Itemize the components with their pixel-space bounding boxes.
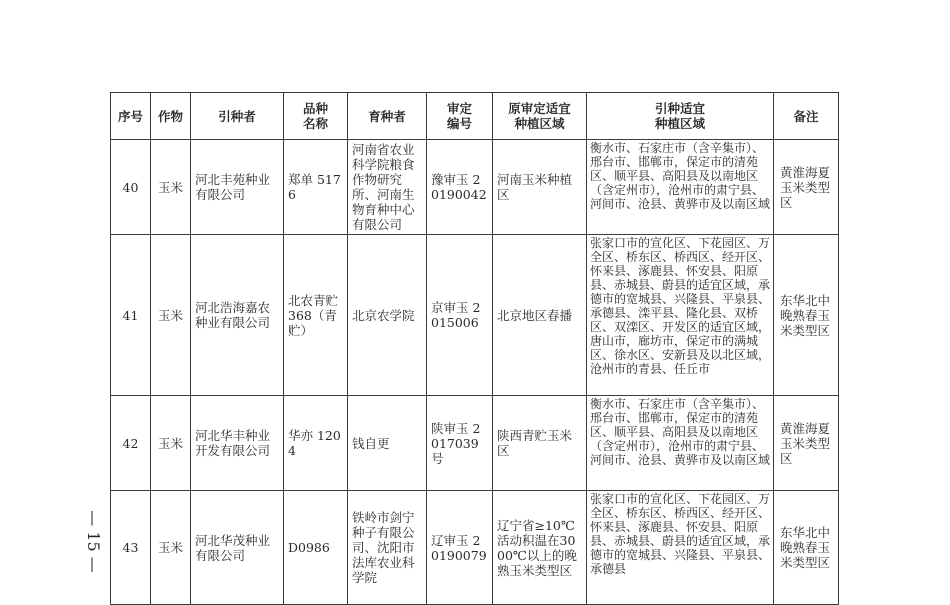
cell-approval: 京审玉 2015006 — [427, 235, 493, 396]
table-row — [111, 140, 839, 235]
cell-crop: 玉米 — [151, 396, 191, 491]
cell-approval: 陕审玉 2017039 号 — [427, 396, 493, 491]
cell-orig-region: 辽宁省≥10℃活动积温在3000℃以上的晚熟玉米类型区 — [493, 491, 587, 605]
cell-introducer: 河北华丰种业开发有限公司 — [191, 396, 284, 491]
cell-introducer: 河北华茂种业有限公司 — [191, 491, 284, 605]
cell-intro-region-text: 张家口市的宣化区、下花园区、万全区、桥东区、桥西区、经开区、怀来县、涿鹿县、怀安县、阳原县、赤城县、蔚县的适宜区域，承德市的宽城县、兴隆县、平泉县、承德县 — [590, 492, 770, 576]
cell-orig-region: 河南玉米种植区 — [493, 140, 587, 235]
cell-intro-region: 衡水市、石家庄市（含辛集市）、邢台市、邯郸市，保定市的清苑区、顺平县、高阳县及以南地区（含定州市），沧州市的肃宁县、河间市、沧县、黄骅市及以南区域 — [587, 396, 774, 491]
header-intro-region: 引种适宜 种植区域 — [587, 93, 774, 140]
header-orig-region: 原审定适宜 种植区域 — [493, 93, 587, 140]
cell-orig-region: 陕西青贮玉米区 — [493, 396, 587, 491]
table-row — [111, 396, 839, 491]
cell-index: 42 — [111, 396, 151, 491]
cell-breeder: 北京农学院 — [348, 235, 427, 396]
header-note: 备注 — [774, 93, 839, 140]
cell-variety: 华亦 1204 — [284, 396, 348, 491]
header-variety: 品种 名称 — [284, 93, 348, 140]
cell-variety: D0986 — [284, 491, 348, 605]
cell-intro-region: 张家口市的宣化区、下花园区、万全区、桥东区、桥西区、经开区、怀来县、涿鹿县、怀安县、阳原县、赤城县、蔚县的适宜区域，承德市的宽城县、兴隆县、平泉县、承德县、滦平县、隆化县、双桥区、双滦区、开发区的适宜区域，唐山市，廊坊市，保定市的满城区、徐水区、安新县及以北区域，沧州市的青县、任丘市 — [587, 235, 774, 396]
header-approval: 审定 编号 — [427, 93, 493, 140]
table-header-row — [111, 93, 839, 140]
header-introducer: 引种者 — [191, 93, 284, 140]
page-number — [78, 496, 108, 586]
cell-index: 40 — [111, 140, 151, 235]
cell-orig-region: 北京地区春播 — [493, 235, 587, 396]
table-row — [111, 491, 839, 605]
page-number-text: — 15 — — [83, 509, 103, 573]
cell-variety: 郑单 5176 — [284, 140, 348, 235]
header-crop: 作物 — [151, 93, 191, 140]
cell-approval: 辽审玉 20190079 — [427, 491, 493, 605]
cell-note: 东华北中晚熟春玉米类型区 — [774, 235, 839, 396]
cell-index: 43 — [111, 491, 151, 605]
cell-note: 黄淮海夏玉米类型区 — [774, 140, 839, 235]
header-breeder: 育种者 — [348, 93, 427, 140]
cell-intro-region: 衡水市、石家庄市（含辛集市）、邢台市、邯郸市，保定市的清苑区、顺平县、高阳县及以南地区（含定州市），沧州市的肃宁县、河间市、沧县、黄骅市及以南区域 — [587, 140, 774, 235]
cell-crop: 玉米 — [151, 140, 191, 235]
cell-variety: 北农青贮 368（青贮） — [284, 235, 348, 396]
cell-note: 黄淮海夏玉米类型区 — [774, 396, 839, 491]
cell-crop: 玉米 — [151, 235, 191, 396]
header-index: 序号 — [111, 93, 151, 140]
cell-breeder: 钱自更 — [348, 396, 427, 491]
cell-intro-region — [587, 491, 774, 605]
cell-crop: 玉米 — [151, 491, 191, 605]
cell-note: 东华北中晚熟春玉米类型区 — [774, 491, 839, 605]
cell-introducer: 河北浩海嘉农种业有限公司 — [191, 235, 284, 396]
cell-approval: 豫审玉 20190042 — [427, 140, 493, 235]
cell-introducer: 河北丰苑种业有限公司 — [191, 140, 284, 235]
table-row — [111, 235, 839, 396]
cell-breeder: 河南省农业科学院粮食作物研究所、河南生物育种中心有限公司 — [348, 140, 427, 235]
cell-index: 41 — [111, 235, 151, 396]
cell-breeder: 铁岭市剑宁种子有限公司、沈阳市法库农业科学院 — [348, 491, 427, 605]
variety-table — [110, 92, 839, 605]
